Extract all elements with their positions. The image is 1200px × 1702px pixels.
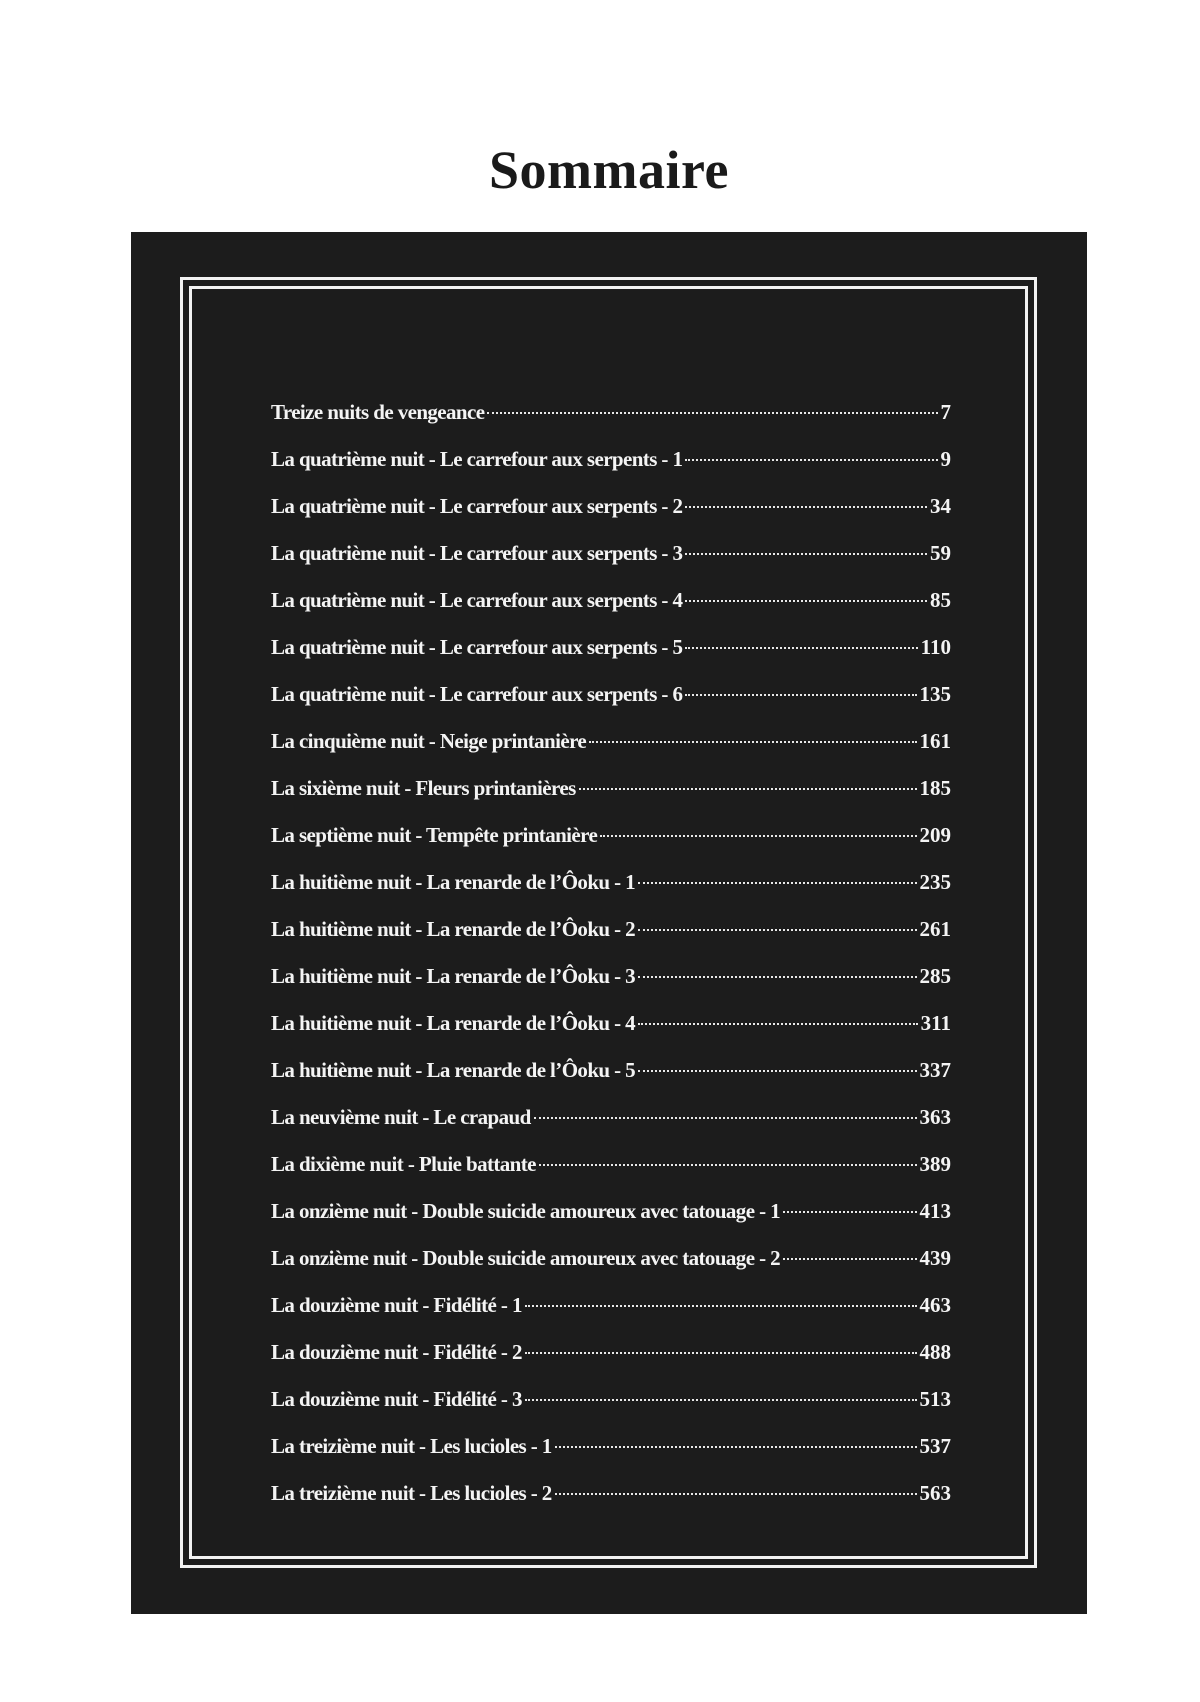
toc-entry-page-number: 439 xyxy=(919,1246,951,1270)
dot-leader xyxy=(525,1399,917,1401)
toc-entry[interactable] xyxy=(271,1329,951,1376)
toc-entry-title: La dixième nuit - Pluie battante xyxy=(271,1152,536,1176)
dot-leader xyxy=(638,1070,916,1072)
toc-entry-title: La quatrième nuit - Le carrefour aux serpents - 2 xyxy=(271,494,683,518)
toc-entry-title: La treizième nuit - Les lucioles - 2 xyxy=(271,1481,552,1505)
toc-entry-title: La huitième nuit - La renarde de l’Ôoku - 2 xyxy=(271,917,636,941)
dot-leader xyxy=(525,1352,917,1354)
toc-entry[interactable] xyxy=(271,765,951,812)
toc-entry-title: La huitième nuit - La renarde de l’Ôoku - 4 xyxy=(271,1011,636,1035)
toc-entry[interactable] xyxy=(271,953,951,1000)
toc-entry-page-number: 261 xyxy=(919,917,951,941)
dot-leader xyxy=(638,976,916,978)
dot-leader xyxy=(783,1211,916,1213)
page-title: Sommaire xyxy=(489,140,729,200)
toc-entry-page-number: 34 xyxy=(930,494,951,518)
toc-entry-page-number: 513 xyxy=(919,1387,951,1411)
dot-leader xyxy=(783,1258,916,1260)
dot-leader xyxy=(638,929,916,931)
dot-leader xyxy=(685,647,917,649)
toc-entry-page-number: 110 xyxy=(920,635,951,659)
toc-entry[interactable] xyxy=(271,1188,951,1235)
toc-entry-page-number: 413 xyxy=(919,1199,951,1223)
toc-entry-title: La quatrième nuit - Le carrefour aux serpents - 4 xyxy=(271,588,683,612)
toc-entry[interactable] xyxy=(271,530,951,577)
toc-entry-title: La quatrième nuit - Le carrefour aux serpents - 5 xyxy=(271,635,683,659)
dot-leader xyxy=(638,1023,918,1025)
toc-entry-title: La onzième nuit - Double suicide amoureux avec tatouage - 1 xyxy=(271,1199,781,1223)
toc-entry-page-number: 563 xyxy=(919,1481,951,1505)
toc-entry-page-number: 135 xyxy=(919,682,951,706)
toc-entry-title: La sixième nuit - Fleurs printanières xyxy=(271,776,576,800)
dot-leader xyxy=(685,694,916,696)
toc-panel xyxy=(131,232,1087,1614)
toc-entry[interactable] xyxy=(271,1094,951,1141)
toc-entry-title: La quatrième nuit - Le carrefour aux serpents - 1 xyxy=(271,447,683,471)
toc-entry[interactable] xyxy=(271,906,951,953)
toc-entry-page-number: 389 xyxy=(919,1152,951,1176)
dot-leader xyxy=(600,835,916,837)
toc-entry[interactable] xyxy=(271,671,951,718)
toc-entry-title: La douzième nuit - Fidélité - 1 xyxy=(271,1293,522,1317)
toc-entry[interactable] xyxy=(271,718,951,765)
toc-entry-page-number: 185 xyxy=(919,776,951,800)
toc-entry-page-number: 7 xyxy=(940,400,951,424)
toc-entry-page-number: 161 xyxy=(919,729,951,753)
toc-entry-page-number: 85 xyxy=(930,588,951,612)
dot-leader xyxy=(539,1164,917,1166)
toc-entry-title: La neuvième nuit - Le crapaud xyxy=(271,1105,531,1129)
toc-entry-title: Treize nuits de vengeance xyxy=(271,400,485,424)
dot-leader xyxy=(685,506,927,508)
toc-entry-title: La cinquième nuit - Neige printanière xyxy=(271,729,587,753)
table-of-contents xyxy=(271,389,951,1517)
dot-leader xyxy=(555,1493,917,1495)
toc-entry[interactable] xyxy=(271,483,951,530)
toc-entry-title: La quatrième nuit - Le carrefour aux serpents - 3 xyxy=(271,541,683,565)
toc-entry[interactable] xyxy=(271,1047,951,1094)
toc-entry[interactable] xyxy=(271,1282,951,1329)
toc-entry-page-number: 363 xyxy=(919,1105,951,1129)
dot-leader xyxy=(685,600,927,602)
toc-entry-page-number: 463 xyxy=(919,1293,951,1317)
toc-entry[interactable] xyxy=(271,1423,951,1470)
toc-entry-page-number: 537 xyxy=(919,1434,951,1458)
toc-entry-page-number: 337 xyxy=(919,1058,951,1082)
toc-entry[interactable] xyxy=(271,624,951,671)
toc-entry-title: La septième nuit - Tempête printanière xyxy=(271,823,598,847)
toc-entry[interactable] xyxy=(271,1376,951,1423)
toc-entry-title: La onzième nuit - Double suicide amoureux avec tatouage - 2 xyxy=(271,1246,781,1270)
toc-entry[interactable] xyxy=(271,1470,951,1517)
toc-entry[interactable] xyxy=(271,812,951,859)
dot-leader xyxy=(555,1446,917,1448)
dot-leader xyxy=(534,1117,917,1119)
dot-leader xyxy=(525,1305,917,1307)
toc-entry-title: La huitième nuit - La renarde de l’Ôoku - 3 xyxy=(271,964,636,988)
toc-entry-title: La douzième nuit - Fidélité - 3 xyxy=(271,1387,522,1411)
toc-entry-title: La quatrième nuit - Le carrefour aux serpents - 6 xyxy=(271,682,683,706)
dot-leader xyxy=(638,882,916,884)
toc-entry-page-number: 285 xyxy=(919,964,951,988)
toc-entry-page-number: 59 xyxy=(930,541,951,565)
toc-entry[interactable] xyxy=(271,389,951,436)
dot-leader xyxy=(579,788,917,790)
dot-leader xyxy=(685,553,927,555)
toc-entry[interactable] xyxy=(271,1235,951,1282)
toc-entry-page-number: 311 xyxy=(920,1011,951,1035)
toc-entry[interactable] xyxy=(271,436,951,483)
toc-entry[interactable] xyxy=(271,577,951,624)
toc-entry-page-number: 235 xyxy=(919,870,951,894)
dot-leader xyxy=(685,459,937,461)
toc-entry-title: La douzième nuit - Fidélité - 2 xyxy=(271,1340,522,1364)
toc-entry-page-number: 488 xyxy=(919,1340,951,1364)
toc-entry-title: La huitième nuit - La renarde de l’Ôoku - 1 xyxy=(271,870,636,894)
toc-entry[interactable] xyxy=(271,1000,951,1047)
dot-leader xyxy=(487,412,937,414)
toc-entry[interactable] xyxy=(271,859,951,906)
toc-entry-page-number: 209 xyxy=(919,823,951,847)
toc-entry[interactable] xyxy=(271,1141,951,1188)
toc-entry-title: La treizième nuit - Les lucioles - 1 xyxy=(271,1434,552,1458)
toc-entry-page-number: 9 xyxy=(940,447,951,471)
dot-leader xyxy=(589,741,916,743)
toc-entry-title: La huitième nuit - La renarde de l’Ôoku - 5 xyxy=(271,1058,636,1082)
